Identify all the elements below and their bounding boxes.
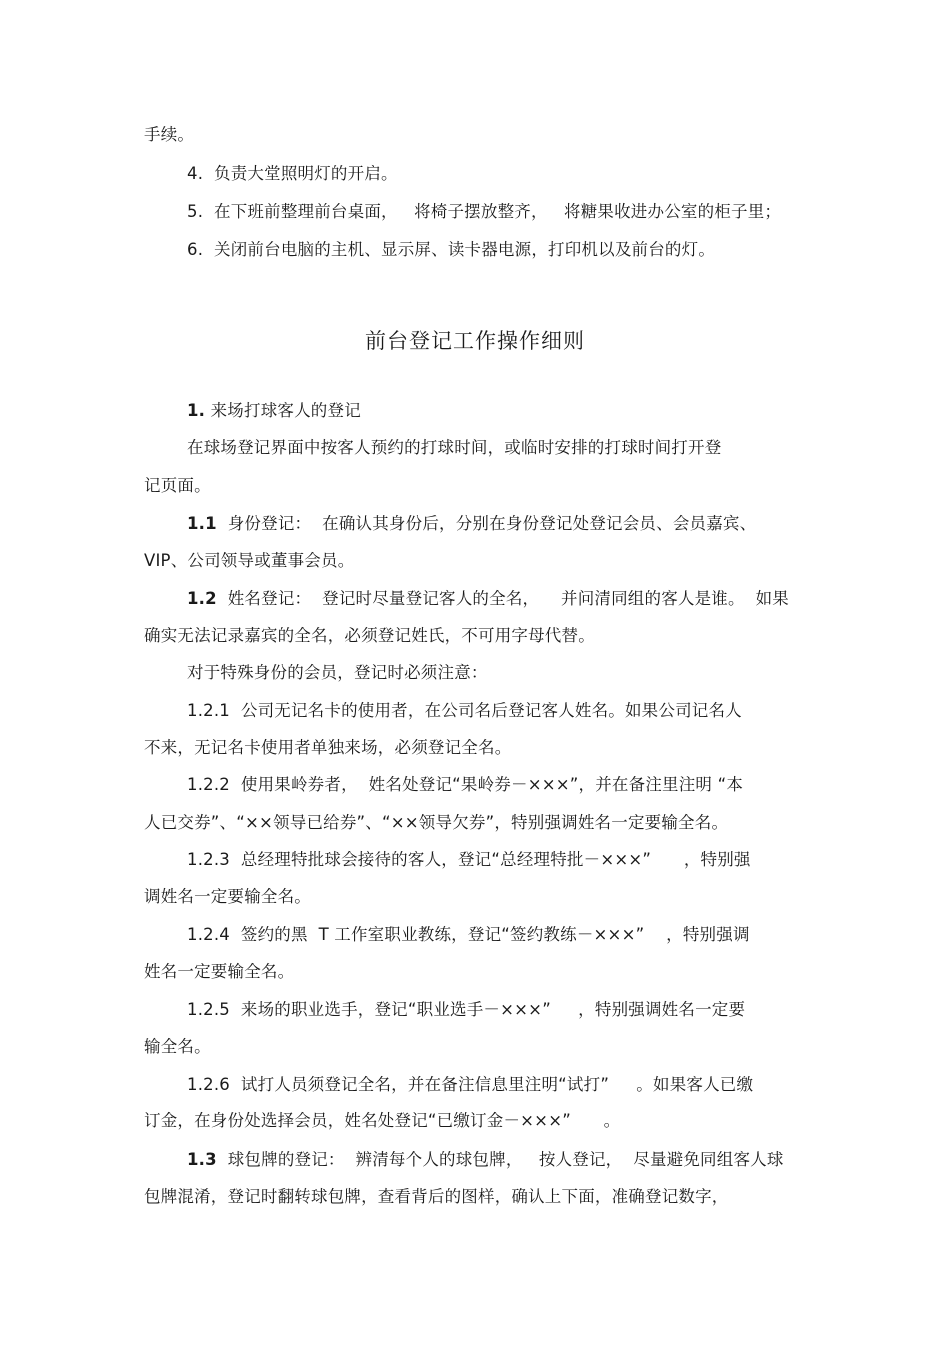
continuation-text: 手续。 xyxy=(144,125,195,144)
paragraph-line: 球包牌的登记： 辨清每个人的球包牌， 按人登记， 尽量避免同组客人球 xyxy=(216,1150,784,1169)
list-item-4: 4. 负责大堂照明灯的开启。 xyxy=(187,164,398,183)
paragraph-line: 1.2.3 总经理特批球会接待的客人，登记“总经理特批－×××” ，特别强 xyxy=(187,850,751,869)
section-heading-1 xyxy=(187,400,361,422)
paragraph-line: 输全名。 xyxy=(144,1037,211,1056)
list-item-5: 5. 在下班前整理前台桌面， 将椅子摆放整齐， 将糖果收进办公室的柜子里； xyxy=(187,202,782,221)
subsection-1-2 xyxy=(187,588,789,610)
paragraph-line: 姓名登记： 登记时尽量登记客人的全名， 并问清同组的客人是谁。 如果 xyxy=(216,589,789,608)
paragraph-line: 姓名一定要输全名。 xyxy=(144,962,295,981)
paragraph-line: 1.2.6 试打人员须登记全名，并在备注信息里注明“试打” 。如果客人已缴 xyxy=(187,1075,754,1094)
paragraph-line: 1.2.2 使用果岭券者， 姓名处登记“果岭券－×××”，并在备注里注明 “本 xyxy=(187,775,744,794)
list-item-6: 6. 关闭前台电脑的主机、显示屏、读卡器电源，打印机以及前台的灯。 xyxy=(187,240,716,259)
paragraph-line: 1.2.1 公司无记名卡的使用者，在公司名后登记客人姓名。如果公司记名人 xyxy=(187,701,742,720)
paragraph-line: 不来，无记名卡使用者单独来场，必须登记全名。 xyxy=(144,738,512,757)
document-title: 前台登记工作操作细则 xyxy=(365,329,585,353)
paragraph-line: 对于特殊身份的会员，登记时必须注意： xyxy=(187,663,488,682)
subsection-1-1 xyxy=(187,513,756,535)
paragraph-line: 订金，在身份处选择会员，姓名处登记“已缴订金－×××” 。 xyxy=(144,1111,621,1130)
paragraph-line: 1.2.5 来场的职业选手，登记“职业选手－×××” ，特别强调姓名一定要 xyxy=(187,1000,746,1019)
paragraph-line: 1.2.4 签约的黑 T 工作室职业教练，登记“签约教练－×××” ，特别强调 xyxy=(187,925,750,944)
paragraph-line: 在球场登记界面中按客人预约的打球时间，或临时安排的打球时间打开登 xyxy=(187,438,722,457)
section-heading-text: 来场打球客人的登记 xyxy=(205,401,361,420)
subsection-number: 1.1 xyxy=(187,514,217,533)
paragraph-line: 人已交券”、“××领导已给券”、“××领导欠券”，特别强调姓名一定要输全名。 xyxy=(144,813,729,832)
subsection-number: 1.2 xyxy=(187,589,217,608)
paragraph-line: VIP、公司领导或董事会员。 xyxy=(144,551,355,570)
paragraph-line: 确实无法记录嘉宾的全名，必须登记姓氏，不可用字母代替。 xyxy=(144,626,595,645)
paragraph-line: 调姓名一定要输全名。 xyxy=(144,887,311,906)
paragraph-line: 身份登记： 在确认其身份后，分别在身份登记处登记会员、会员嘉宾、 xyxy=(216,514,757,533)
paragraph-line: 包牌混淆，登记时翻转球包牌，查看背后的图样，确认上下面，准确登记数字， xyxy=(144,1187,729,1206)
subsection-1-3 xyxy=(187,1149,784,1171)
section-number: 1. xyxy=(187,401,206,420)
paragraph-line: 记页面。 xyxy=(144,476,211,495)
subsection-number: 1.3 xyxy=(187,1150,217,1169)
